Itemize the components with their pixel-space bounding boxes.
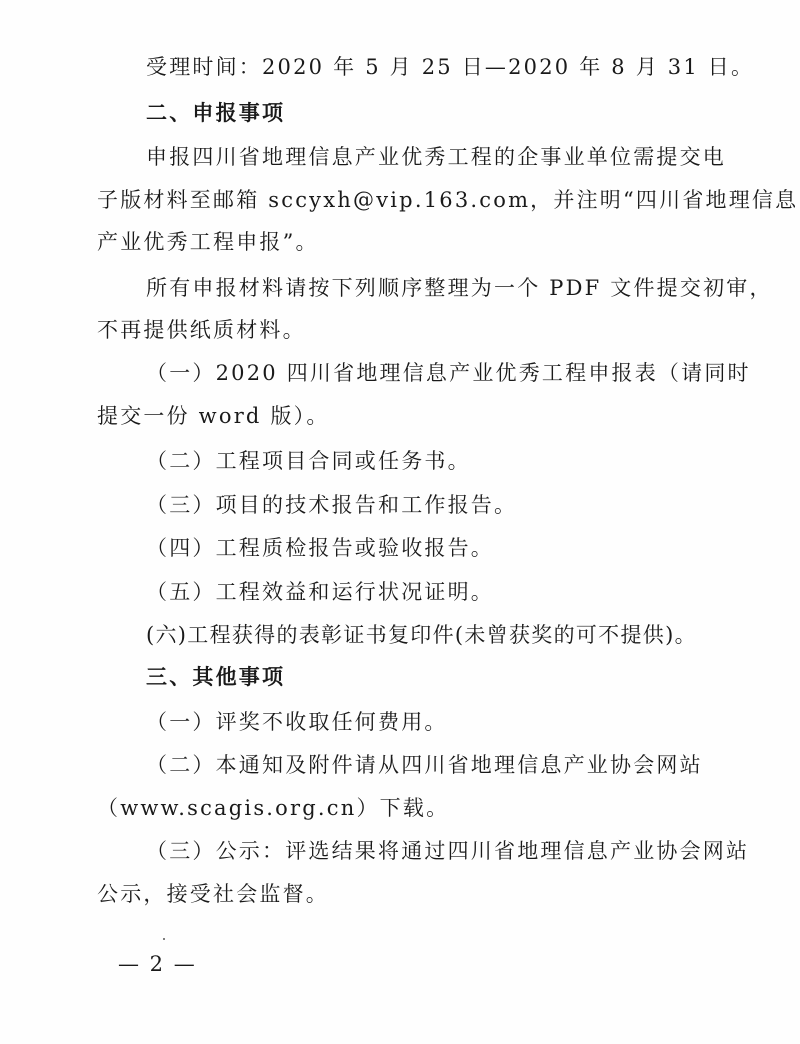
section-heading-other-items: 三、其他事项 (146, 665, 286, 689)
list-item-continuation: 公示，接受社会监督。 (97, 882, 329, 906)
list-item: （一）评奖不收取任何费用。 (146, 710, 448, 734)
list-item: （三）公示：评选结果将通过四川省地理信息产业协会网站 (146, 839, 750, 863)
list-item: （二）本通知及附件请从四川省地理信息产业协会网站 (146, 753, 703, 777)
list-item: （二）工程项目合同或任务书。 (146, 449, 471, 473)
paragraph-line: 不再提供纸质材料。 (97, 318, 306, 342)
paragraph-line: 申报四川省地理信息产业优秀工程的企事业单位需提交电 (146, 145, 726, 169)
paragraph-line: 产业优秀工程申报”。 (97, 230, 319, 254)
list-item: （三）项目的技术报告和工作报告。 (146, 493, 518, 517)
paragraph-line: 子版材料至邮箱 sccyxh@vip.163.com，并注明“四川省地理信息 (97, 188, 799, 212)
scan-speck (163, 938, 165, 940)
acceptance-time-line: 受理时间：2020 年 5 月 25 日—2020 年 8 月 31 日。 (146, 55, 755, 79)
list-item-continuation: 提交一份 word 版）。 (97, 404, 330, 428)
list-item: （一）2020 四川省地理信息产业优秀工程申报表（请同时 (146, 361, 751, 385)
list-item: (六)工程获得的表彰证书复印件(未曾获奖的可不提供)。 (146, 623, 697, 647)
list-item: （五）工程效益和运行状况证明。 (146, 580, 494, 604)
paragraph-line: 所有申报材料请按下列顺序整理为一个 PDF 文件提交初审， (146, 276, 773, 300)
list-item-continuation: （www.scagis.org.cn）下载。 (97, 796, 450, 820)
list-item: （四）工程质检报告或验收报告。 (146, 536, 494, 560)
section-heading-application-items: 二、申报事项 (146, 101, 286, 125)
page-number: — 2 — (118, 952, 197, 976)
